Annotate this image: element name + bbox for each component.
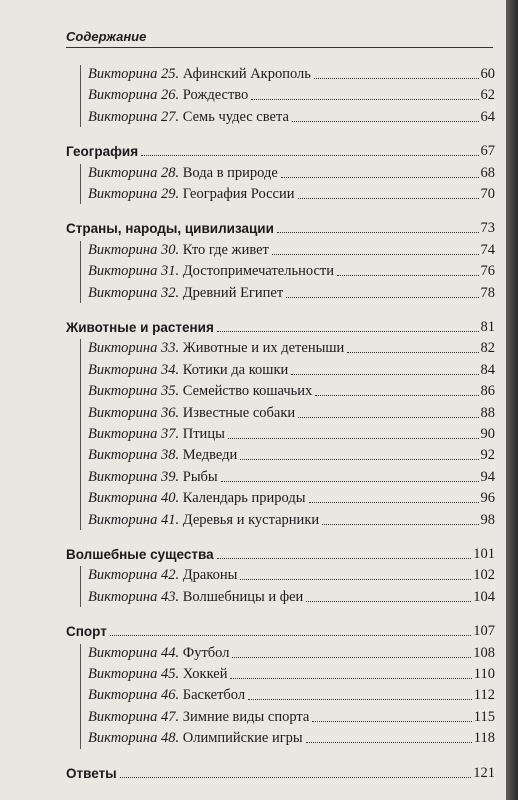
entry-title: Афинский Акрополь	[182, 66, 311, 82]
page-number: 104	[473, 588, 495, 605]
dot-leader	[315, 395, 478, 396]
section-bracket-line	[80, 566, 81, 607]
entry-title: Драконы	[182, 567, 238, 584]
page-number: 70	[480, 186, 495, 202]
entry-title: География России	[182, 186, 295, 202]
toc-section-row	[66, 140, 495, 160]
page-number: 92	[480, 447, 495, 464]
toc-entry-row	[88, 183, 495, 203]
quiz-number: Викторина 26.	[88, 87, 180, 104]
entry-label	[88, 512, 319, 529]
quiz-number: Викторина 31.	[88, 263, 180, 280]
dot-leader	[217, 558, 472, 559]
page-number: 76	[480, 263, 495, 280]
dot-leader	[281, 177, 479, 178]
toc-entry-row	[88, 84, 495, 104]
toc-entry-row	[88, 402, 495, 422]
entry-label	[88, 730, 303, 747]
page-number: 102	[473, 567, 495, 584]
toc-entry-row	[88, 509, 495, 529]
toc-section-row	[66, 762, 495, 782]
dot-leader	[277, 232, 479, 233]
quiz-number: Викторина 42.	[88, 567, 180, 584]
section-title: Животные и растения	[66, 320, 214, 335]
quiz-number: Викторина 44.	[88, 644, 180, 661]
toc-entry-row	[88, 63, 495, 83]
section-bracket-line	[80, 644, 81, 749]
entry-title: Рождество	[182, 87, 249, 104]
entry-label	[88, 405, 295, 422]
entry-title: Медведи	[182, 447, 238, 464]
toc-section-row	[66, 217, 495, 237]
entry-label	[88, 109, 289, 126]
dot-leader	[232, 657, 471, 658]
entry-label	[88, 87, 248, 104]
toc-entry-row	[88, 586, 495, 606]
page-number: 88	[480, 404, 495, 421]
entry-title: Деревья и кустарники	[182, 511, 320, 528]
header-rule	[66, 47, 493, 48]
dot-leader	[248, 699, 472, 700]
entry-title: Футбол	[182, 644, 230, 661]
quiz-number: Викторина 28.	[88, 164, 180, 181]
toc-section-row	[66, 316, 495, 336]
dot-leader	[251, 99, 478, 100]
entry-label	[88, 589, 303, 606]
quiz-number: Викторина 35.	[88, 383, 180, 400]
dot-leader	[120, 777, 472, 778]
entry-title: Календарь природы	[182, 490, 306, 507]
entry-label	[88, 186, 295, 203]
page-number: 81	[480, 319, 495, 335]
dot-leader	[141, 155, 478, 156]
dot-leader	[240, 579, 471, 580]
entry-title: Семь чудес света	[182, 108, 289, 125]
section-title: Ответы	[66, 765, 117, 781]
entry-label	[88, 263, 334, 280]
page-number: 82	[480, 340, 495, 357]
page-number: 84	[480, 361, 495, 378]
quiz-number: Викторина 34.	[88, 361, 180, 378]
entry-label	[88, 383, 312, 400]
section-bracket-line	[80, 65, 81, 127]
entry-label	[88, 567, 237, 584]
quiz-number: Викторина 36.	[88, 404, 180, 421]
quiz-number: Викторина 40.	[88, 490, 180, 507]
toc-entry-row	[88, 359, 495, 379]
toc-entry-row	[88, 727, 495, 747]
page-number: 101	[473, 546, 495, 562]
entry-label	[88, 242, 269, 259]
quiz-number: Викторина 30.	[88, 241, 180, 258]
page-edge-shadow	[506, 0, 518, 800]
toc-entry-row	[88, 162, 495, 182]
page-number: 78	[480, 284, 495, 301]
entry-title: Вода в природе	[182, 164, 278, 181]
page-number: 98	[480, 511, 495, 528]
dot-leader	[306, 742, 472, 743]
quiz-number: Викторина 37.	[88, 426, 180, 442]
page-number: 121	[473, 764, 495, 781]
page-number: 110	[473, 666, 495, 682]
toc-entry-row	[88, 466, 495, 486]
quiz-number: Викторина 45.	[88, 666, 180, 682]
dot-leader	[221, 481, 479, 482]
quiz-number: Викторина 39.	[88, 468, 180, 485]
dot-leader	[217, 331, 479, 332]
page-number: 90	[480, 426, 495, 442]
toc-entry-row	[88, 642, 495, 662]
page-number: 107	[473, 623, 495, 640]
toc-entry-row	[88, 380, 495, 400]
entry-title: Птицы	[182, 426, 225, 442]
toc-entry-row	[88, 423, 495, 443]
entry-title: Достопримечательности	[182, 263, 334, 280]
entry-label	[88, 447, 237, 464]
entry-title: Олимпийские игры	[182, 730, 303, 747]
dot-leader	[337, 275, 479, 276]
toc-entry-row	[88, 106, 495, 126]
entry-title: Семейство кошачьих	[182, 383, 313, 400]
quiz-number: Викторина 27.	[88, 108, 180, 125]
toc-entry-row	[88, 282, 495, 302]
toc-entry-row	[88, 564, 495, 584]
page-number: 73	[480, 220, 495, 237]
toc-entry-row	[88, 487, 495, 507]
quiz-number: Викторина 43.	[88, 588, 180, 605]
entry-title: Древний Египет	[182, 284, 284, 301]
dot-leader	[272, 254, 479, 255]
dot-leader	[230, 678, 471, 679]
dot-leader	[322, 524, 478, 525]
page-number: 94	[480, 468, 495, 485]
entry-label	[88, 285, 283, 302]
entry-label	[88, 469, 218, 486]
toc-entry-row	[88, 706, 495, 726]
toc-section-row	[66, 543, 495, 563]
page-number: 74	[480, 241, 495, 258]
quiz-number: Викторина 33.	[88, 340, 180, 357]
section-bracket-line	[80, 339, 81, 530]
section-title: Волшебные существа	[66, 547, 214, 562]
entry-label	[88, 66, 311, 83]
quiz-number: Викторина 46.	[88, 687, 180, 704]
dot-leader	[298, 417, 478, 418]
entry-title: Волшебницы и феи	[182, 588, 304, 605]
section-title: География	[66, 144, 139, 160]
page-number: 67	[480, 143, 495, 160]
entry-title: Рыбы	[182, 468, 218, 485]
entry-title: Кто где живет	[182, 241, 269, 258]
page-number: 115	[473, 708, 495, 725]
toc-entry-row	[88, 337, 495, 357]
dot-leader	[306, 601, 471, 602]
entry-label	[88, 165, 278, 182]
entry-label	[88, 490, 306, 507]
section-title: Страны, народы, цивилизации	[66, 221, 274, 237]
toc-entry-row	[88, 260, 495, 280]
toc-entry-row	[88, 663, 495, 683]
dot-leader	[228, 438, 479, 439]
page-number: 96	[480, 490, 495, 507]
entry-label	[88, 709, 309, 726]
quiz-number: Викторина 25.	[88, 66, 180, 82]
entry-label	[88, 645, 229, 662]
toc-entry-row	[88, 444, 495, 464]
entry-label	[88, 340, 344, 357]
entry-label	[88, 666, 227, 683]
section-title: Спорт	[66, 624, 107, 640]
page-number: 118	[473, 730, 495, 747]
dot-leader	[292, 121, 479, 122]
dot-leader	[291, 374, 478, 375]
dot-leader	[240, 459, 478, 460]
page-number: 112	[473, 687, 495, 704]
quiz-number: Викторина 41.	[88, 511, 180, 528]
dot-leader	[110, 635, 471, 636]
quiz-number: Викторина 48.	[88, 730, 180, 747]
toc-entry-row	[88, 684, 495, 704]
page-number: 86	[480, 383, 495, 400]
toc-section-row	[66, 620, 495, 640]
quiz-number: Викторина 29.	[88, 186, 180, 202]
toc-entry-row	[88, 239, 495, 259]
entry-label	[88, 687, 245, 704]
section-bracket-line	[80, 241, 81, 303]
section-bracket-line	[80, 164, 81, 205]
dot-leader	[347, 352, 478, 353]
entry-title: Известные собаки	[182, 404, 296, 421]
dot-leader	[312, 721, 471, 722]
page-number: 60	[480, 66, 495, 82]
page-number: 68	[480, 164, 495, 181]
entry-label	[88, 426, 225, 443]
page-number: 64	[480, 108, 495, 125]
dot-leader	[314, 78, 479, 79]
entry-title: Хоккей	[182, 666, 228, 682]
quiz-number: Викторина 47.	[88, 708, 180, 725]
running-head: Содержание	[66, 29, 147, 44]
entry-title: Животные и их детеныши	[182, 340, 345, 357]
entry-label	[88, 362, 288, 379]
dot-leader	[298, 198, 479, 199]
page-number: 108	[473, 644, 495, 661]
entry-title: Котики да кошки	[182, 361, 289, 378]
entry-title: Баскетбол	[182, 687, 246, 704]
quiz-number: Викторина 32.	[88, 284, 180, 301]
dot-leader	[286, 297, 478, 298]
entry-title: Зимние виды спорта	[182, 708, 310, 725]
dot-leader	[309, 502, 479, 503]
quiz-number: Викторина 38.	[88, 447, 180, 464]
page-number: 62	[480, 87, 495, 104]
